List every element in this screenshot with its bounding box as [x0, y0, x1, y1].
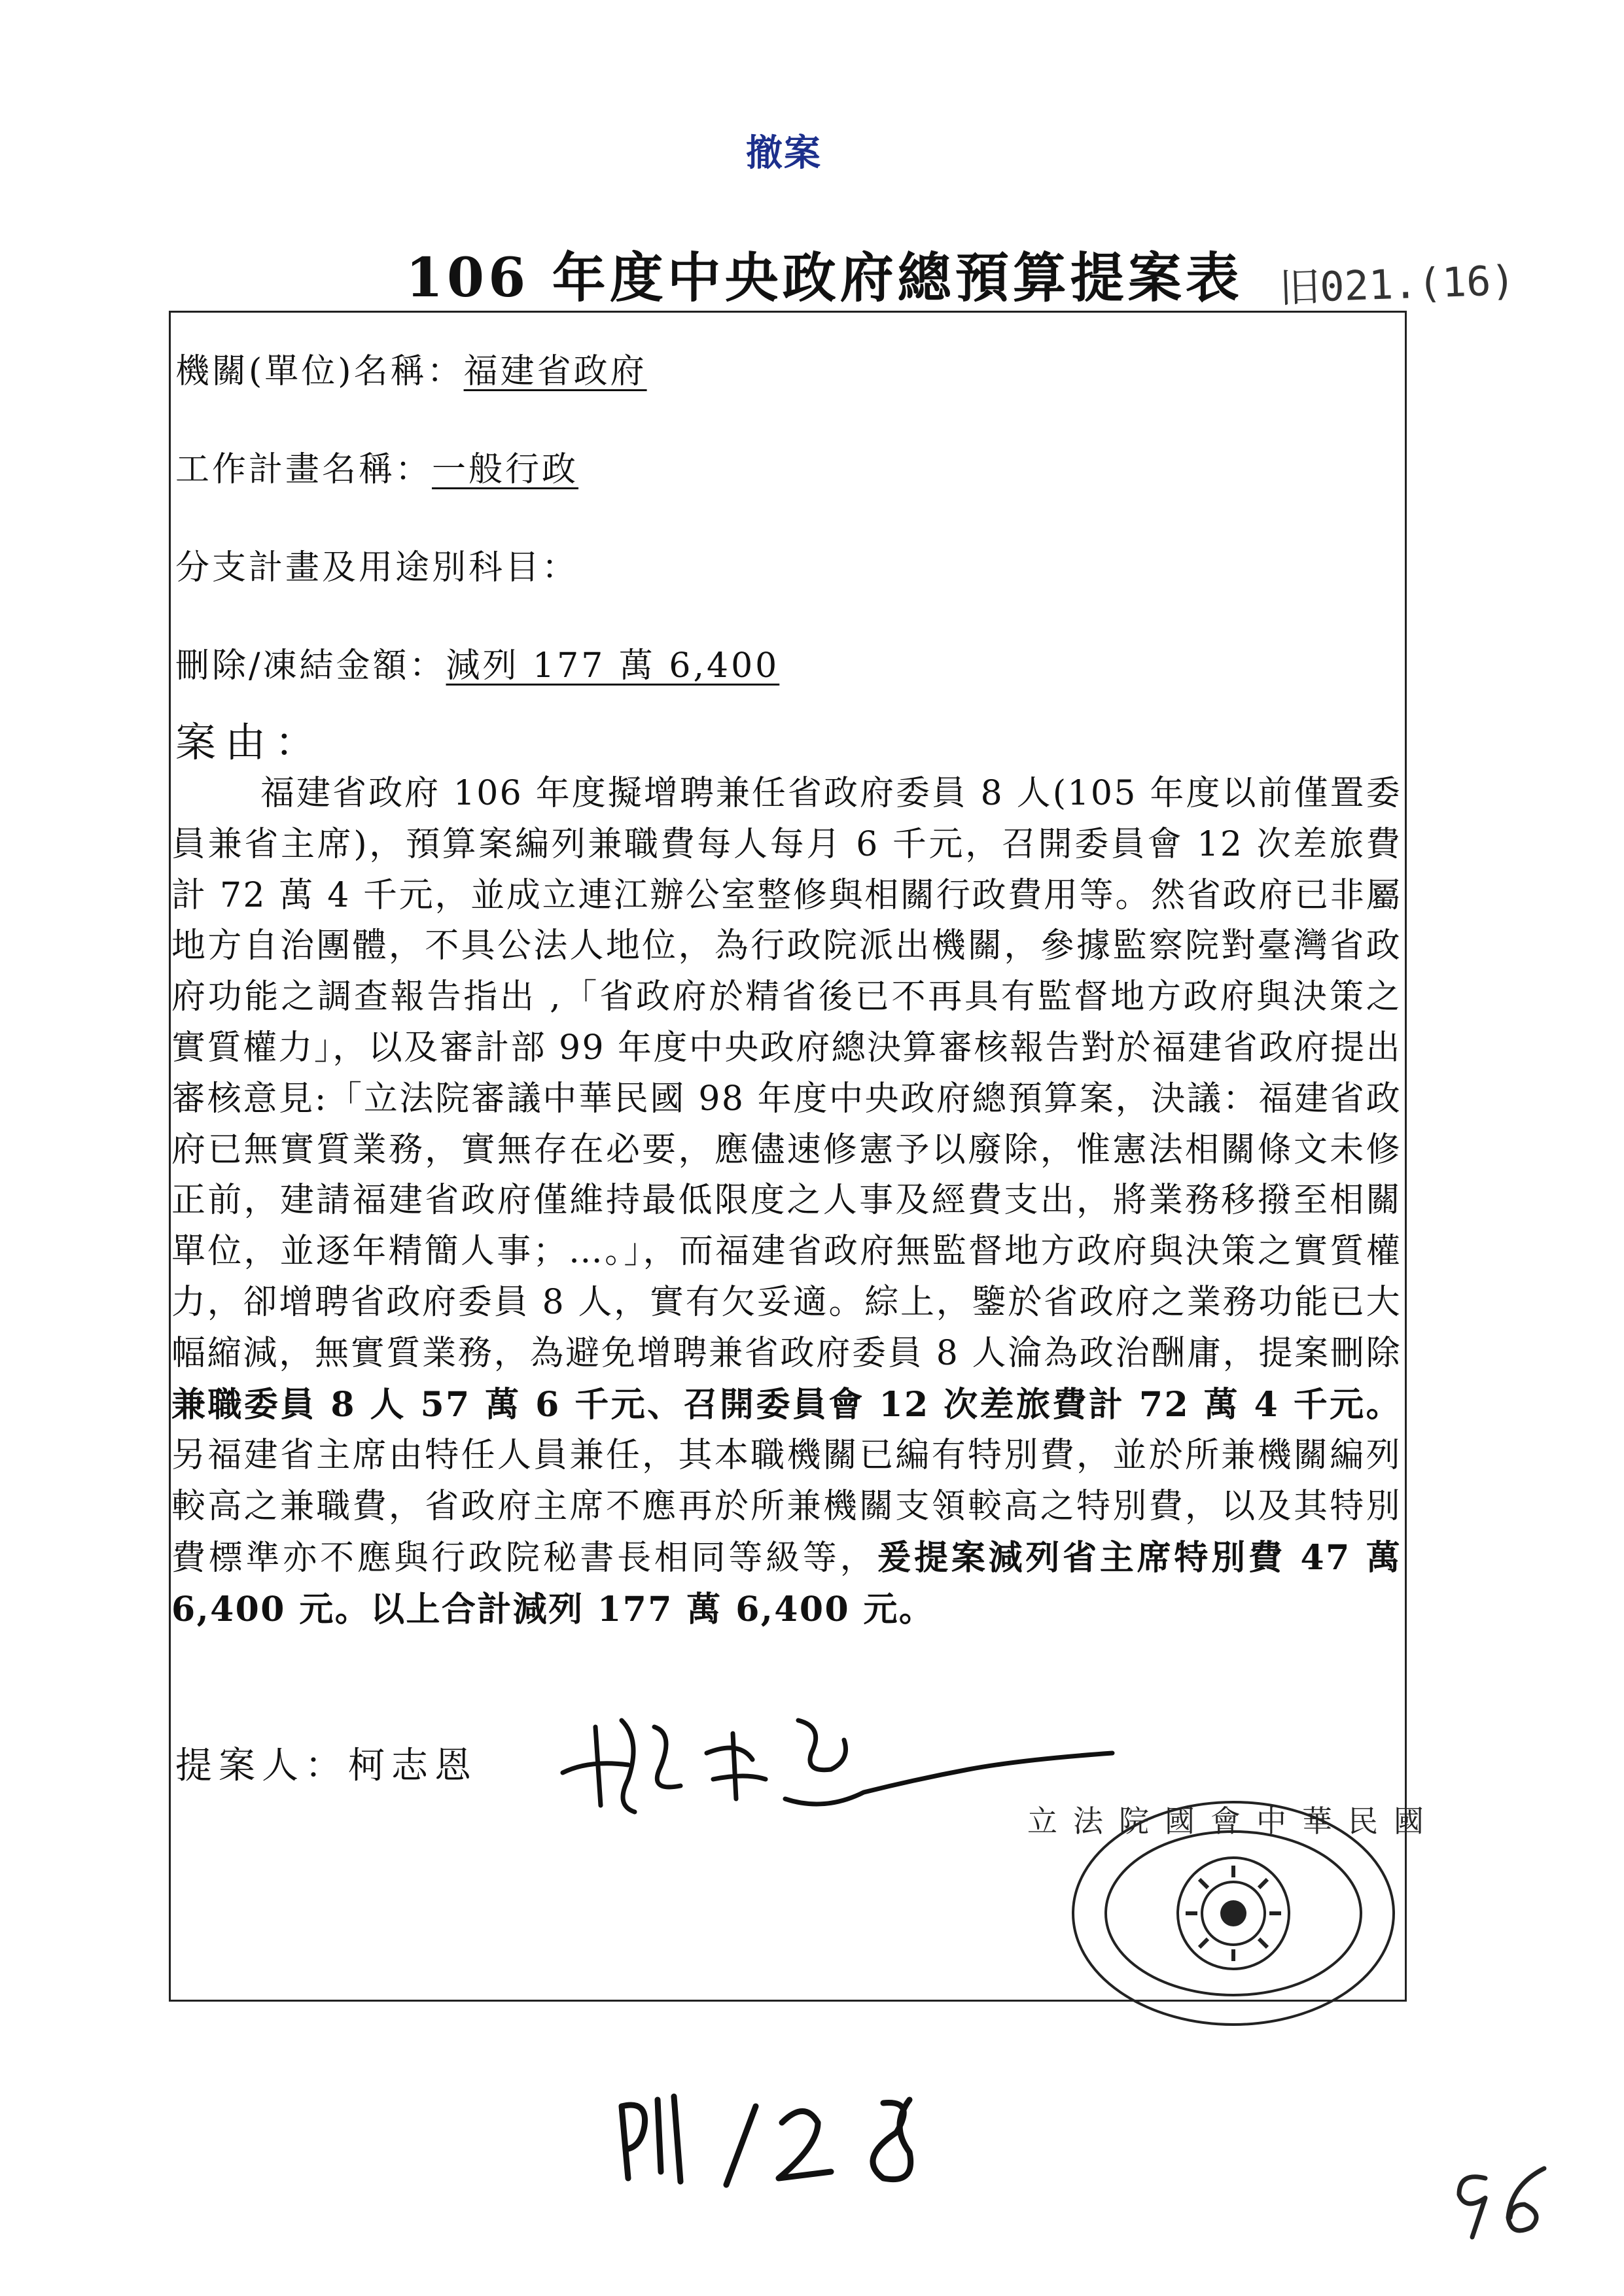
- reason-label: 案由：: [175, 718, 325, 766]
- agency-label: 機關(單位)名稱：: [175, 352, 464, 391]
- proposer-name: 柯志恩: [348, 1745, 478, 1787]
- proposer-row: [175, 1737, 478, 1789]
- official-seal: [1027, 1792, 1439, 2034]
- reason-text-part2: 另福建省主席由特任人員兼任，其本職機關已編有特別費，並於所兼機關編列較高之兼職費，省政府主席不應再於所兼機關支領較高之特別費，以及其特別費標準亦不應與行政院秘書長相同等級等，: [171, 1436, 1402, 1578]
- reason-bold-total: 爰提案減列省主席特別費 47 萬 6,400 元。以上合計減列 177 萬 6,400 元。: [171, 1537, 1402, 1629]
- handwritten-reference: 旧021.(16): [1279, 256, 1516, 313]
- agency-value: 福建省政府: [463, 352, 647, 391]
- program-row: [175, 442, 578, 491]
- amount-label: 刪除/凍結金額：: [175, 646, 446, 686]
- program-value: 一般行政: [432, 450, 579, 489]
- reason-body: [171, 769, 1402, 1636]
- program-label: 工作計畫名稱：: [175, 450, 432, 489]
- handwritten-annotation: [609, 2087, 949, 2191]
- withdrawn-stamp: 撤案: [746, 132, 822, 175]
- amount-value: 減列 177 萬 6,400: [446, 646, 780, 686]
- subplan-label: 分支計畫及用途別科目：: [175, 548, 579, 587]
- reason-text-part1: 福建省政府 106 年度擬增聘兼任省政府委員 8 人(105 年度以前僅置委員兼省主席)，預算案編列兼職費每人每月 6 千元，召開委員會 12 次差旅費計 72 萬 4 千元，並成立連江辦公室整修與相關行政費用等。然省政府已非屬地方自治團體，不具公法人地位，為行政院派出機關，參據監察院對臺灣省政府功能之調查報告指出 ,「省政府於精省後已不再具有監督地方政府與決策之實質權力」，以及審計部 99 年度中央政府總決算審核報告對於福建省政府提出審核意見:「立法院審議中華民國 98 年度中央政府總預算案，決議：福建省政府已無實質業務，實無存在必要，應儘速修憲予以廢除，惟憲法相關條文未修正前，建請福建省政府僅維持最低限度之人事及經費支出，將業務移撥至相關單位，並逐年精簡人事；…。」，而福建省政府無監督地方政府與決策之實質權力，卻增聘省政府委員 8 人，實有欠妥適。綜上，鑒於省政府之業務功能已大幅縮減，無實質業務，為避免增聘兼省政府委員 8 人淪為政治酬庸，提案刪除: [171, 774, 1402, 1373]
- seal-text: 立法院國會中華民國: [1027, 1803, 1439, 1839]
- amount-row: [175, 638, 779, 687]
- handwritten-page-number: [1446, 2159, 1564, 2244]
- proposer-label: 提案人：: [175, 1745, 348, 1787]
- page-title: 106 年度中央政府總預算提案表: [406, 247, 1243, 309]
- subplan-row: [175, 540, 578, 589]
- agency-row: [175, 343, 647, 392]
- reason-bold-deletion: 兼職委員 8 人 57 萬 6 千元、召開委員會 12 次差旅費計 72 萬 4 千元。: [171, 1384, 1402, 1425]
